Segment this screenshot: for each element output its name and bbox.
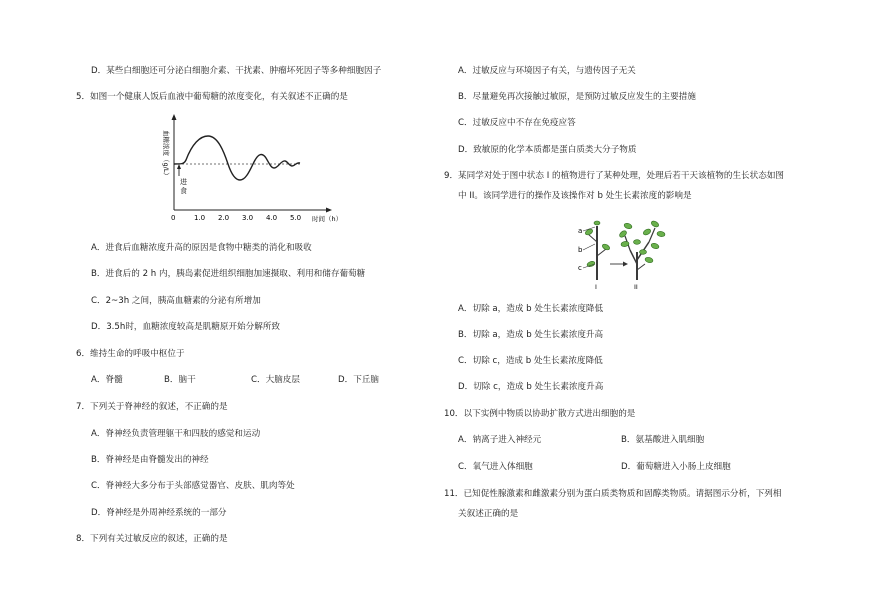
fig-label-c: c — [578, 264, 582, 272]
fig-label-b: b — [578, 246, 583, 254]
fig-state-1: I — [595, 283, 597, 290]
graph-tick-2: 2.0 — [218, 214, 230, 222]
graph-eat-label-1: 进 — [180, 178, 187, 186]
q10-option-d: D．葡萄糖进入小肠上皮细胞 — [621, 462, 731, 472]
graph-tick-4: 4.0 — [266, 214, 278, 222]
q5-option-b: B．进食后的 2 h 内，胰岛素促进组织细胞加速摄取、利用和储存葡萄糖 — [91, 269, 366, 279]
graph-tick-0: 0 — [171, 214, 176, 222]
q5-option-c: C．2~3h 之间，胰高血糖素的分泌有所增加 — [91, 296, 261, 306]
q7-stem: 7．下列关于脊神经的叙述，不正确的是 — [76, 402, 228, 412]
q9-stem-line1: 9．某同学对处于图中状态 I 的植物进行了某种处理，处理后若干天该植物的生长状态如图 — [444, 171, 785, 181]
q9-option-a: A．切除 a，造成 b 处生长素浓度降低 — [458, 304, 604, 314]
q10-option-b: B．氨基酸进入肌细胞 — [621, 435, 705, 445]
q9-option-d: D．切除 c，造成 b 处生长素浓度升高 — [458, 382, 604, 392]
q8-option-b: B．尽量避免再次接触过敏原，是预防过敏反应发生的主要措施 — [458, 92, 696, 102]
q11-stem-line2: 关叙述正确的是 — [458, 509, 519, 519]
q7-option-d: D．脊神经是外周神经系统的一部分 — [91, 508, 227, 518]
q9-option-c: C．切除 c，造成 b 处生长素浓度降低 — [458, 356, 603, 366]
q6-stem: 6．维持生命的呼吸中枢位于 — [76, 349, 185, 359]
q5-stem: 5．如图一个健康人饭后血液中葡萄糖的浓度变化，有关叙述不正确的是 — [76, 92, 348, 102]
q8-option-d: D．致敏原的化学本质都是蛋白质类大分子物质 — [458, 145, 637, 155]
fig-state-2: II — [634, 283, 638, 290]
q5-option-d: D．3.5h时，血糖浓度较高是肌糖原开始分解所致 — [91, 322, 281, 332]
q8-option-c: C．过敏反应中不存在免疫应答 — [458, 118, 576, 128]
q7-option-b: B．脊神经是由脊髓发出的神经 — [91, 455, 209, 465]
graph-tick-1: 1.0 — [194, 214, 206, 222]
q6-option-b: B．脑干 — [164, 375, 196, 385]
q9-option-b: B．切除 a，造成 b 处生长素浓度升高 — [458, 330, 604, 340]
graph-tick-5: 5.0 — [290, 214, 302, 222]
q4-option-d: D．某些白细胞还可分泌白细胞介素、干扰素、肿瘤坏死因子等多种细胞因子 — [91, 66, 382, 76]
q6-option-c: C．大脑皮层 — [251, 375, 300, 385]
q8-stem: 8．下列有关过敏反应的叙述，正确的是 — [76, 534, 228, 544]
q9-plant-figure — [575, 212, 671, 290]
fig-label-a: a — [578, 227, 583, 235]
q10-stem: 10．以下实例中物质以协助扩散方式进出细胞的是 — [444, 409, 636, 419]
q8-option-a: A．过敏反应与环境因子有关，与遗传因子无关 — [458, 66, 636, 76]
q11-stem-line1: 11．已知促性腺激素和雌激素分别为蛋白质类物质和固醇类物质。请据图示分析，下列相 — [444, 489, 782, 499]
q5-glucose-graph — [150, 110, 350, 228]
q9-stem-line2: 中 II。该同学进行的操作及该操作对 b 处生长素浓度的影响是 — [458, 191, 692, 201]
graph-tick-3: 3.0 — [242, 214, 254, 222]
q10-option-c: C．氧气进入体细胞 — [458, 462, 533, 472]
q7-option-c: C．脊神经大多分布于头部感觉器官、皮肤、肌肉等处 — [91, 481, 295, 491]
graph-eat-label-2: 食 — [180, 187, 187, 195]
q5-option-a: A．进食后血糖浓度升高的原因是食物中糖类的消化和吸收 — [91, 243, 312, 253]
graph-x-label: 时间（h） — [312, 215, 343, 223]
q6-option-d: D．下丘脑 — [338, 375, 379, 385]
q7-option-a: A．脊神经负责管理躯干和四肢的感觉和运动 — [91, 429, 261, 439]
q6-option-a: A．脊髓 — [91, 375, 123, 385]
graph-y-label: 血糖浓度（g/L） — [162, 130, 170, 179]
q10-option-a: A．钠离子进入神经元 — [458, 435, 542, 445]
